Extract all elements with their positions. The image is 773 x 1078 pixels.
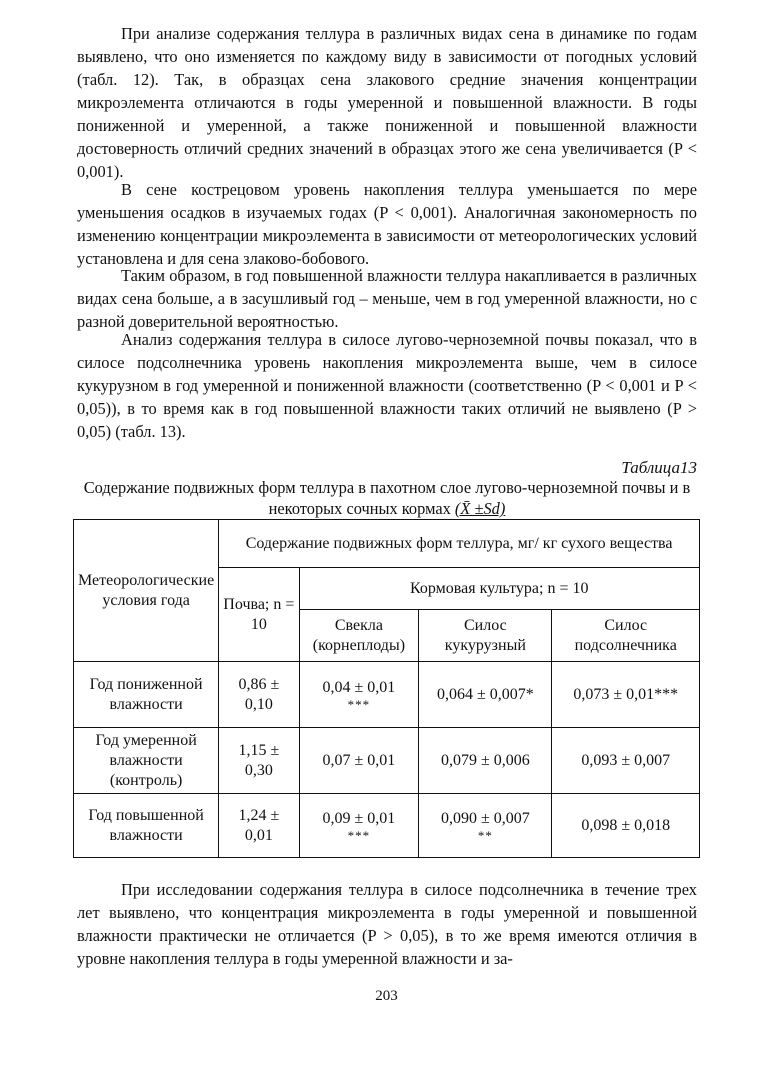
paragraph-2: В сене кострецовом уровень накопления теллура уменьшается по мере уменьшения осадков в изучаемых годах (P < 0,001). Аналогичная закономерность по изменению концентрации микроэлемента в зависимости от метеорологических условий установлена и для сена злаково-бобового. bbox=[77, 180, 697, 268]
cell-beet bbox=[299, 794, 419, 858]
paragraph-5: При исследовании содержания теллура в силосе подсолнечника в течение трех лет выявлено, что концентрация микроэлемента в годы умеренной и повышенной влажности практически не отличается (P > 0,05), в то же время имеются отличия в уровне накопления теллура в годы умеренной влажности и за- bbox=[77, 880, 697, 968]
cell-beet-value: 0,07 ± 0,01 bbox=[322, 751, 396, 769]
cell-sunflower: 0,073 ± 0,01*** bbox=[552, 662, 700, 728]
cell-sunflower: 0,093 ± 0,007 bbox=[552, 728, 700, 794]
cell-soil: 1,24 ± 0,01 bbox=[219, 794, 299, 858]
cell-beet bbox=[299, 728, 419, 794]
cell-beet-value: 0,04 ± 0,01 bbox=[322, 679, 396, 696]
significance-mark: ** bbox=[477, 828, 493, 843]
cell-corn bbox=[419, 794, 552, 858]
cell-condition: Год умеренной влажности (контроль) bbox=[74, 728, 219, 794]
cell-corn-value: 0,090 ± 0,007 bbox=[440, 810, 530, 827]
cell-soil: 1,15 ± 0,30 bbox=[219, 728, 299, 794]
table-row bbox=[74, 794, 700, 858]
paragraph-4: Анализ содержания теллура в силосе лугово-черноземной почвы показал, что в силосе подсолнечника уровень накопления микроэлемента выше, чем в силосе кукурузном в год умеренной и пониженной влажности (соответственно (P < 0,001 и P < 0,05)), в то время как в год повышенной влажности таких отличий не выявлено (P > 0,05) (табл. 13). bbox=[77, 330, 697, 441]
page-number: 203 bbox=[375, 988, 398, 1004]
cell-condition: Год повышенной влажности bbox=[74, 794, 219, 858]
header-sunflower: Силос подсолнечника bbox=[552, 610, 700, 662]
table-row bbox=[74, 728, 700, 794]
paragraph-3: Таким образом, в год повышенной влажности теллура накапливается в различных видах сена больше, а в засушливый год – меньше, чем в год умеренной влажности, но с разной доверительной вероятностью. bbox=[77, 266, 697, 331]
cell-soil: 0,86 ± 0,10 bbox=[219, 662, 299, 728]
cell-condition: Год пониженной влажности bbox=[74, 662, 219, 728]
header-beet: Свекла (корнеплоды) bbox=[299, 610, 419, 662]
paragraph-1: При анализе содержания теллура в различных видах сена в динамике по годам выявлено, что оно изменяется по каждому виду в зависимости от погодных условий (табл. 12). Так, в образцах сена злакового средние значения концентрации микроэлемента отличаются в годы умеренной и повышенной влажности. В годы пониженной и умеренной, а также пониженной и повышенной влажности достоверность отличий средних значений в образцах этого же сена увеличивается (P < 0,001). bbox=[77, 24, 697, 181]
header-conditions: Метеорологические условия года bbox=[74, 520, 219, 662]
cell-corn-value: 0,064 ± 0,007* bbox=[436, 685, 534, 703]
cell-corn-value: 0,079 ± 0,006 bbox=[440, 751, 530, 769]
header-crops: Кормовая культура; n = 10 bbox=[299, 568, 699, 610]
significance-mark: *** bbox=[347, 828, 371, 843]
table-caption-stat: (X̄ ±Sd) bbox=[454, 499, 506, 518]
cell-beet bbox=[299, 662, 419, 728]
cell-sunflower: 0,098 ± 0,018 bbox=[552, 794, 700, 858]
table-caption-text: Содержание подвижных форм теллура в пахотном слое лугово-черноземной почвы и в некоторых сочных кормах bbox=[83, 478, 691, 518]
table-caption bbox=[77, 477, 697, 519]
header-soil: Почва; n = 10 bbox=[219, 568, 299, 662]
significance-mark: *** bbox=[347, 697, 371, 712]
table-label: Таблица13 bbox=[621, 458, 697, 477]
header-content: Содержание подвижных форм теллура, мг/ кг сухого вещества bbox=[219, 520, 700, 568]
cell-corn bbox=[419, 728, 552, 794]
table-row bbox=[74, 662, 700, 728]
cell-corn bbox=[419, 662, 552, 728]
data-table bbox=[73, 519, 700, 858]
header-corn: Силос кукурузный bbox=[419, 610, 552, 662]
cell-beet-value: 0,09 ± 0,01 bbox=[322, 810, 396, 827]
